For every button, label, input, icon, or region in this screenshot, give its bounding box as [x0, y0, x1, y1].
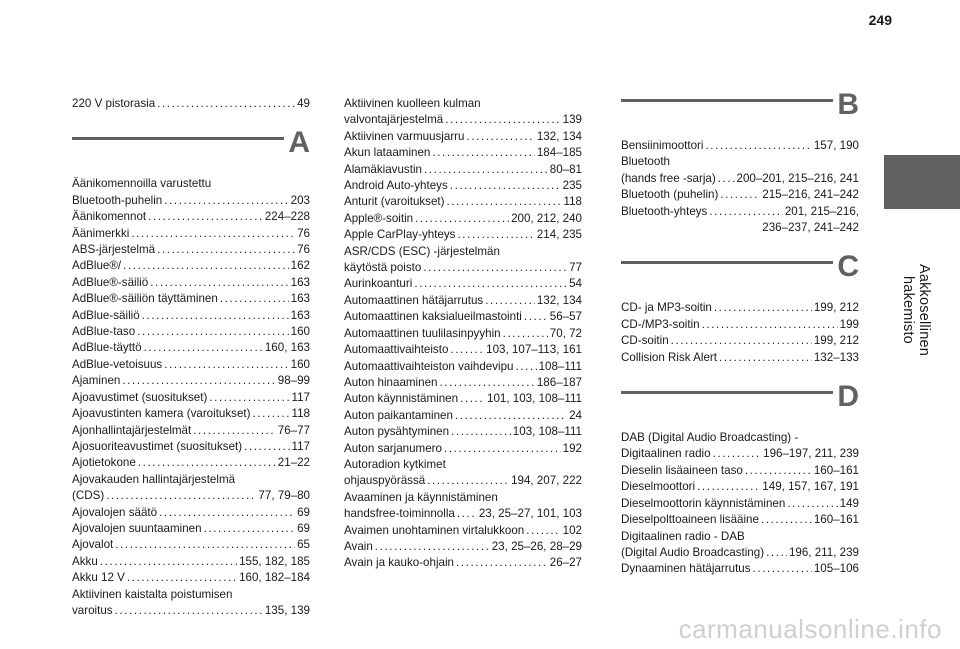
- section-rule: [72, 137, 284, 140]
- dot-leader: [720, 187, 760, 203]
- index-pages: 224–228: [264, 210, 310, 224]
- index-term: Ajoavustimet (suositukset): [72, 390, 208, 404]
- index-pages: 160: [290, 357, 310, 371]
- index-term: 220 V pistorasia: [72, 97, 156, 110]
- dot-leader: [415, 211, 509, 227]
- index-entry: [621, 204, 859, 220]
- index-entry: [72, 291, 310, 307]
- index-pages: 76: [297, 226, 310, 240]
- section-letter: C: [837, 250, 859, 284]
- section-letter: A: [288, 126, 310, 160]
- index-term: CD-soitin: [621, 334, 669, 348]
- index-pages: 132, 134: [536, 129, 582, 143]
- dot-leader: [460, 391, 485, 407]
- index-term-heading: Bluetooth: [621, 155, 670, 169]
- index-entry: [72, 373, 310, 389]
- dot-leader: [761, 512, 812, 528]
- index-pages: 162: [290, 259, 310, 273]
- index-pages: 160–161: [813, 513, 859, 527]
- index-term: valvontajärjestelmä: [344, 113, 444, 127]
- dot-leader: [766, 545, 787, 561]
- index-term: Avaimen unohtaminen virtalukkoon: [344, 523, 525, 537]
- index-term: Aktiivinen varmuusjarru: [344, 129, 465, 143]
- index-pages: 200–201, 215–216, 241: [736, 171, 859, 185]
- index-pages: 21–22: [277, 456, 310, 470]
- dot-leader: [115, 603, 263, 619]
- index-term: Apple CarPlay-yhteys: [344, 228, 456, 242]
- index-entry: [621, 317, 859, 333]
- index-entry: [72, 226, 310, 242]
- index-term-heading: Aktiivinen kuolleen kulman: [344, 97, 481, 110]
- index-entry: [621, 187, 859, 203]
- dot-leader: [204, 521, 296, 537]
- index-pages: 26–27: [549, 556, 582, 570]
- index-pages: 80–81: [549, 162, 582, 176]
- index-entry: [344, 129, 582, 145]
- index-term: Auton pysähtyminen: [344, 425, 450, 439]
- index-entry: [344, 342, 582, 358]
- dot-leader: [424, 162, 548, 178]
- index-term: Ajonhallintajärjestelmät: [72, 423, 192, 437]
- index-entry: [621, 463, 859, 479]
- dot-leader: [526, 523, 560, 539]
- dot-leader: [753, 561, 812, 577]
- index-entry: [344, 523, 582, 539]
- dot-leader: [713, 446, 762, 462]
- index-pages: 56–57: [549, 310, 582, 324]
- index-entry: [72, 340, 310, 356]
- index-term: Aurinkoanturi: [344, 277, 413, 291]
- index-entry: [344, 309, 582, 325]
- index-pages: 199, 212: [813, 334, 859, 348]
- index-term: Bluetooth (puhelin): [621, 188, 719, 202]
- index-term: Dynaaminen hätäjarrutus: [621, 562, 751, 576]
- index-entry: [72, 455, 310, 471]
- dot-leader: [106, 488, 256, 504]
- section-header-c: [621, 250, 859, 296]
- index-term: Dieselin lisäaineen taso: [621, 463, 743, 477]
- index-term-heading: Digitaalinen radio - DAB: [621, 529, 745, 543]
- index-pages: 203: [290, 193, 310, 207]
- index-entry: [621, 512, 859, 528]
- index-entry: [344, 441, 582, 457]
- dot-leader: [705, 138, 811, 154]
- index-entry: [344, 260, 582, 276]
- index-pages: 23, 25–27, 101, 103: [478, 507, 582, 521]
- dot-leader: [148, 209, 263, 225]
- index-term: Android Auto-yhteys: [344, 179, 448, 193]
- dot-leader: [524, 309, 548, 325]
- dot-leader: [709, 204, 782, 220]
- index-pages: 235: [562, 179, 582, 193]
- index-term: Automaattinen kaksialueilmastointi: [344, 310, 522, 324]
- index-term: varoitus: [72, 603, 113, 617]
- dot-leader: [445, 112, 560, 128]
- index-entry: [72, 488, 310, 504]
- index-term: Alamäkiavustin: [344, 162, 422, 176]
- dot-leader: [503, 326, 548, 342]
- index-pages: 199: [839, 317, 859, 331]
- index-entry: [344, 424, 582, 440]
- index-column-3: [621, 88, 859, 578]
- index-pages: 149: [839, 496, 859, 510]
- index-pages: 214, 235: [536, 228, 582, 242]
- index-entry: [621, 479, 859, 495]
- index-entry: [344, 359, 582, 375]
- index-pages: 155, 182, 185: [239, 554, 310, 568]
- index-term: AdBlue-täyttö: [72, 341, 142, 355]
- index-entry-continuation: 236–237, 241–242: [762, 221, 859, 235]
- index-term: käytöstä poisto: [344, 261, 422, 275]
- index-pages: 215–216, 241–242: [762, 188, 859, 202]
- index-term: CD-/MP3-soitin: [621, 317, 700, 331]
- dot-leader: [671, 333, 812, 349]
- section-rule: [621, 391, 833, 394]
- dot-leader: [432, 145, 534, 161]
- dot-leader: [457, 506, 477, 522]
- index-entry: [344, 194, 582, 210]
- index-entry: [621, 545, 859, 561]
- index-pages: 118: [563, 195, 582, 209]
- index-column-2: [344, 96, 582, 572]
- dot-leader: [122, 373, 275, 389]
- index-term: Automaattivaihteiston vaihdevipu: [344, 359, 514, 373]
- index-entry: [72, 603, 310, 619]
- dot-leader: [123, 258, 289, 274]
- index-pages: 132–133: [813, 350, 859, 364]
- index-pages: 201, 215–216,: [784, 204, 859, 218]
- index-pages: 199, 212: [813, 301, 859, 315]
- index-term: Auton sarjanumero: [344, 441, 442, 455]
- index-entry: [72, 96, 310, 112]
- index-term: Bluetooth-puhelin: [72, 193, 163, 207]
- index-entry: [72, 505, 310, 521]
- index-pages: 24: [569, 408, 582, 422]
- index-term: Bluetooth-yhteys: [621, 204, 708, 218]
- dot-leader: [718, 171, 735, 187]
- dot-leader: [455, 408, 567, 424]
- dot-leader: [467, 129, 535, 145]
- index-term: Avain: [344, 539, 373, 553]
- index-term: Äänimerkki: [72, 226, 130, 240]
- index-pages: 196–197, 211, 239: [763, 447, 859, 461]
- chapter-title: Aakkosellinen hakemisto: [900, 263, 932, 357]
- dot-leader: [451, 424, 511, 440]
- index-pages: 69: [297, 521, 310, 535]
- index-pages: 105–106: [813, 562, 859, 576]
- dot-leader: [142, 308, 289, 324]
- index-pages: 77: [569, 261, 582, 275]
- index-pages: 139: [562, 113, 582, 127]
- dot-leader: [100, 554, 237, 570]
- index-entry: [621, 138, 859, 154]
- index-term: Auton hinaaminen: [344, 375, 438, 389]
- chapter-tab-marker: [884, 155, 960, 209]
- dot-leader: [157, 242, 295, 258]
- index-entry: [72, 423, 310, 439]
- index-term: Ajotietokone: [72, 456, 136, 470]
- section-header-d: [621, 380, 859, 426]
- index-entry: [344, 162, 582, 178]
- dot-leader: [414, 276, 567, 292]
- index-entry: [344, 408, 582, 424]
- index-term-heading: ASR/CDS (ESC) -järjestelmän: [344, 244, 500, 258]
- dot-leader: [144, 340, 263, 356]
- index-term: handsfree-toiminnolla: [344, 507, 455, 521]
- index-pages: 132, 134: [536, 293, 582, 307]
- dot-leader: [137, 324, 288, 340]
- index-entry: [72, 308, 310, 324]
- section-letter: B: [837, 88, 859, 121]
- index-term: AdBlue-taso: [72, 325, 136, 339]
- index-entry: [72, 390, 310, 406]
- index-entry: [72, 406, 310, 422]
- index-term: Auton käynnistäminen: [344, 392, 459, 406]
- index-pages: 196, 211, 239: [788, 545, 859, 559]
- index-pages: 163: [290, 308, 310, 322]
- dot-leader: [485, 293, 535, 309]
- index-entry: [344, 178, 582, 194]
- section-header-a: [72, 126, 310, 172]
- dot-leader: [719, 350, 812, 366]
- index-term: Ajosuoriteavustimet (suositukset): [72, 439, 243, 453]
- index-pages: 200, 212, 240: [511, 211, 582, 225]
- index-term: Apple®-soitin: [344, 211, 414, 225]
- dot-leader: [164, 357, 288, 373]
- index-pages: 108–111: [538, 359, 582, 373]
- index-term-heading: Aktiivinen kaistalta poistumisen: [72, 587, 233, 601]
- index-entry: [344, 555, 582, 571]
- dot-leader: [253, 406, 290, 422]
- index-term: Bensiinimoottori: [621, 139, 704, 152]
- index-entry: [72, 570, 310, 586]
- dot-leader: [193, 423, 276, 439]
- dot-leader: [150, 275, 288, 291]
- index-entry: [344, 227, 582, 243]
- index-entry: [344, 326, 582, 342]
- index-pages: 69: [297, 505, 310, 519]
- dot-leader: [164, 193, 288, 209]
- dot-leader: [714, 300, 812, 316]
- dot-leader: [450, 178, 561, 194]
- index-pages: 76: [297, 243, 310, 257]
- index-term: Automaattinen hätäjarrutus: [344, 293, 484, 307]
- index-entry: [72, 521, 310, 537]
- index-term: ABS-järjestelmä: [72, 243, 156, 257]
- index-term: Dieselmoottorin käynnistäminen: [621, 496, 786, 510]
- index-pages: 149, 157, 167, 191: [762, 480, 859, 494]
- page-number: 249: [868, 12, 892, 28]
- index-term: Digitaalinen radio: [621, 447, 711, 461]
- index-term: AdBlue-säiliö: [72, 308, 140, 322]
- section-letter: D: [837, 380, 859, 414]
- index-term: Auton paikantaminen: [344, 408, 453, 422]
- index-pages: 102: [562, 523, 582, 537]
- dot-leader: [516, 359, 537, 375]
- index-pages: 163: [290, 292, 310, 306]
- index-term-heading: Ajovakauden hallintajärjestelmä: [72, 472, 236, 486]
- index-column-1: [72, 96, 310, 619]
- index-term: Akku: [72, 554, 98, 568]
- index-term: (Digital Audio Broadcasting): [621, 545, 765, 559]
- index-entry: [344, 145, 582, 161]
- index-pages: 98–99: [277, 374, 310, 388]
- index-pages: 160–161: [813, 463, 859, 477]
- index-term: Ajovalojen säätö: [72, 505, 158, 519]
- dot-leader: [131, 226, 295, 242]
- index-entry: [621, 350, 859, 366]
- index-pages: 192: [562, 441, 582, 455]
- index-term: Ajovalojen suuntaaminen: [72, 521, 202, 535]
- index-term: Ajoavustinten kamera (varoitukset): [72, 407, 251, 421]
- index-pages: 163: [290, 275, 310, 289]
- index-pages: 103, 108–111: [512, 425, 582, 439]
- index-pages: 160, 182–184: [239, 571, 310, 585]
- dot-leader: [702, 317, 838, 333]
- index-pages: 77, 79–80: [258, 489, 310, 503]
- index-entry: [72, 554, 310, 570]
- index-pages: 186–187: [536, 375, 582, 389]
- index-term: Automaattivaihteisto: [344, 343, 449, 357]
- section-rule: [621, 99, 833, 102]
- index-term-heading: Autoradion kytkimet: [344, 457, 446, 471]
- watermark: carmanualsonline.info: [678, 614, 942, 644]
- index-pages: 157, 190: [813, 139, 859, 152]
- index-term-heading: Avaaminen ja käynnistäminen: [344, 490, 498, 504]
- index-term: Anturit (varoitukset): [344, 195, 445, 209]
- dot-leader: [427, 473, 509, 489]
- dot-leader: [439, 375, 534, 391]
- index-pages: 65: [297, 538, 310, 552]
- dot-leader: [157, 96, 295, 112]
- index-entry: [344, 375, 582, 391]
- index-pages: 49: [297, 97, 310, 110]
- index-term: AdBlue-vetoisuus: [72, 357, 163, 371]
- dot-leader: [423, 260, 567, 276]
- index-pages: 117: [291, 390, 310, 404]
- dot-leader: [127, 570, 237, 586]
- index-entry: [344, 276, 582, 292]
- index-term: AdBlue®/: [72, 259, 122, 273]
- index-entry: [72, 209, 310, 225]
- index-term: Dieselpolttoaineen lisääine: [621, 513, 759, 527]
- index-pages: 194, 207, 222: [511, 474, 582, 488]
- index-term: Akku 12 V: [72, 571, 125, 585]
- index-term: AdBlue®-säiliö: [72, 275, 149, 289]
- dot-leader: [444, 441, 561, 457]
- dot-leader: [457, 227, 534, 243]
- index-entry: [344, 211, 582, 227]
- index-term: Ajovalot: [72, 538, 114, 552]
- index-entry: [72, 537, 310, 553]
- dot-leader: [745, 463, 812, 479]
- index-entry: [344, 391, 582, 407]
- index-pages: 117: [291, 439, 310, 453]
- index-term: Automaattinen tuulilasinpyyhin: [344, 326, 501, 340]
- dot-leader: [697, 479, 760, 495]
- index-entry: [72, 242, 310, 258]
- index-entry: [72, 275, 310, 291]
- dot-leader: [209, 390, 289, 406]
- index-term: ohjauspyörässä: [344, 474, 426, 488]
- index-entry: [344, 112, 582, 128]
- dot-leader: [447, 194, 562, 210]
- index-entry: [621, 333, 859, 349]
- dot-leader: [456, 555, 548, 571]
- dot-leader: [115, 537, 295, 553]
- index-pages: 160, 163: [264, 341, 310, 355]
- section-header-b: [621, 88, 859, 134]
- index-pages: 23, 25–26, 28–29: [491, 539, 582, 553]
- index-pages: 70, 72: [549, 326, 582, 340]
- index-pages: 160: [290, 325, 310, 339]
- index-term: CD- ja MP3-soitin: [621, 301, 712, 315]
- index-pages: 76–77: [277, 423, 310, 437]
- index-entry: [621, 300, 859, 316]
- index-term: (CDS): [72, 489, 105, 503]
- index-entry: [621, 561, 859, 577]
- index-term: AdBlue®-säiliön täyttäminen: [72, 292, 218, 306]
- dot-leader: [159, 505, 295, 521]
- index-entry: [72, 357, 310, 373]
- index-entry: [72, 324, 310, 340]
- index-pages: 103, 107–113, 161: [486, 343, 582, 357]
- index-pages: 135, 139: [264, 603, 310, 617]
- index-entry: [621, 496, 859, 512]
- dot-leader: [450, 342, 484, 358]
- index-term: Avain ja kauko-ohjain: [344, 556, 454, 570]
- index-term: Collision Risk Alert: [621, 350, 717, 364]
- index-entry: [72, 258, 310, 274]
- dot-leader: [244, 439, 289, 455]
- index-entry: [344, 473, 582, 489]
- index-term: Akun lataaminen: [344, 146, 431, 160]
- index-term: (hands free -sarja): [621, 171, 716, 185]
- index-term: Äänikomennot: [72, 210, 147, 224]
- dot-leader: [375, 539, 490, 555]
- index-term: Dieselmoottori: [621, 480, 696, 494]
- index-entry: [344, 293, 582, 309]
- index-pages: 54: [569, 277, 582, 291]
- index-pages: 184–185: [536, 146, 582, 160]
- index-term-heading: DAB (Digital Audio Broadcasting) -: [621, 431, 799, 445]
- index-entry: [72, 439, 310, 455]
- index-entry: [344, 506, 582, 522]
- dot-leader: [138, 455, 276, 471]
- index-term: Ajaminen: [72, 374, 121, 388]
- index-pages: 101, 103, 108–111: [487, 392, 582, 406]
- index-entry: [72, 193, 310, 209]
- index-entry: [621, 171, 859, 187]
- index-entry: [344, 539, 582, 555]
- dot-leader: [220, 291, 289, 307]
- index-entry: [621, 446, 859, 462]
- index-term-heading: Äänikomennoilla varustettu: [72, 177, 212, 191]
- index-pages: 118: [291, 407, 310, 421]
- dot-leader: [787, 496, 837, 512]
- section-rule: [621, 261, 833, 264]
